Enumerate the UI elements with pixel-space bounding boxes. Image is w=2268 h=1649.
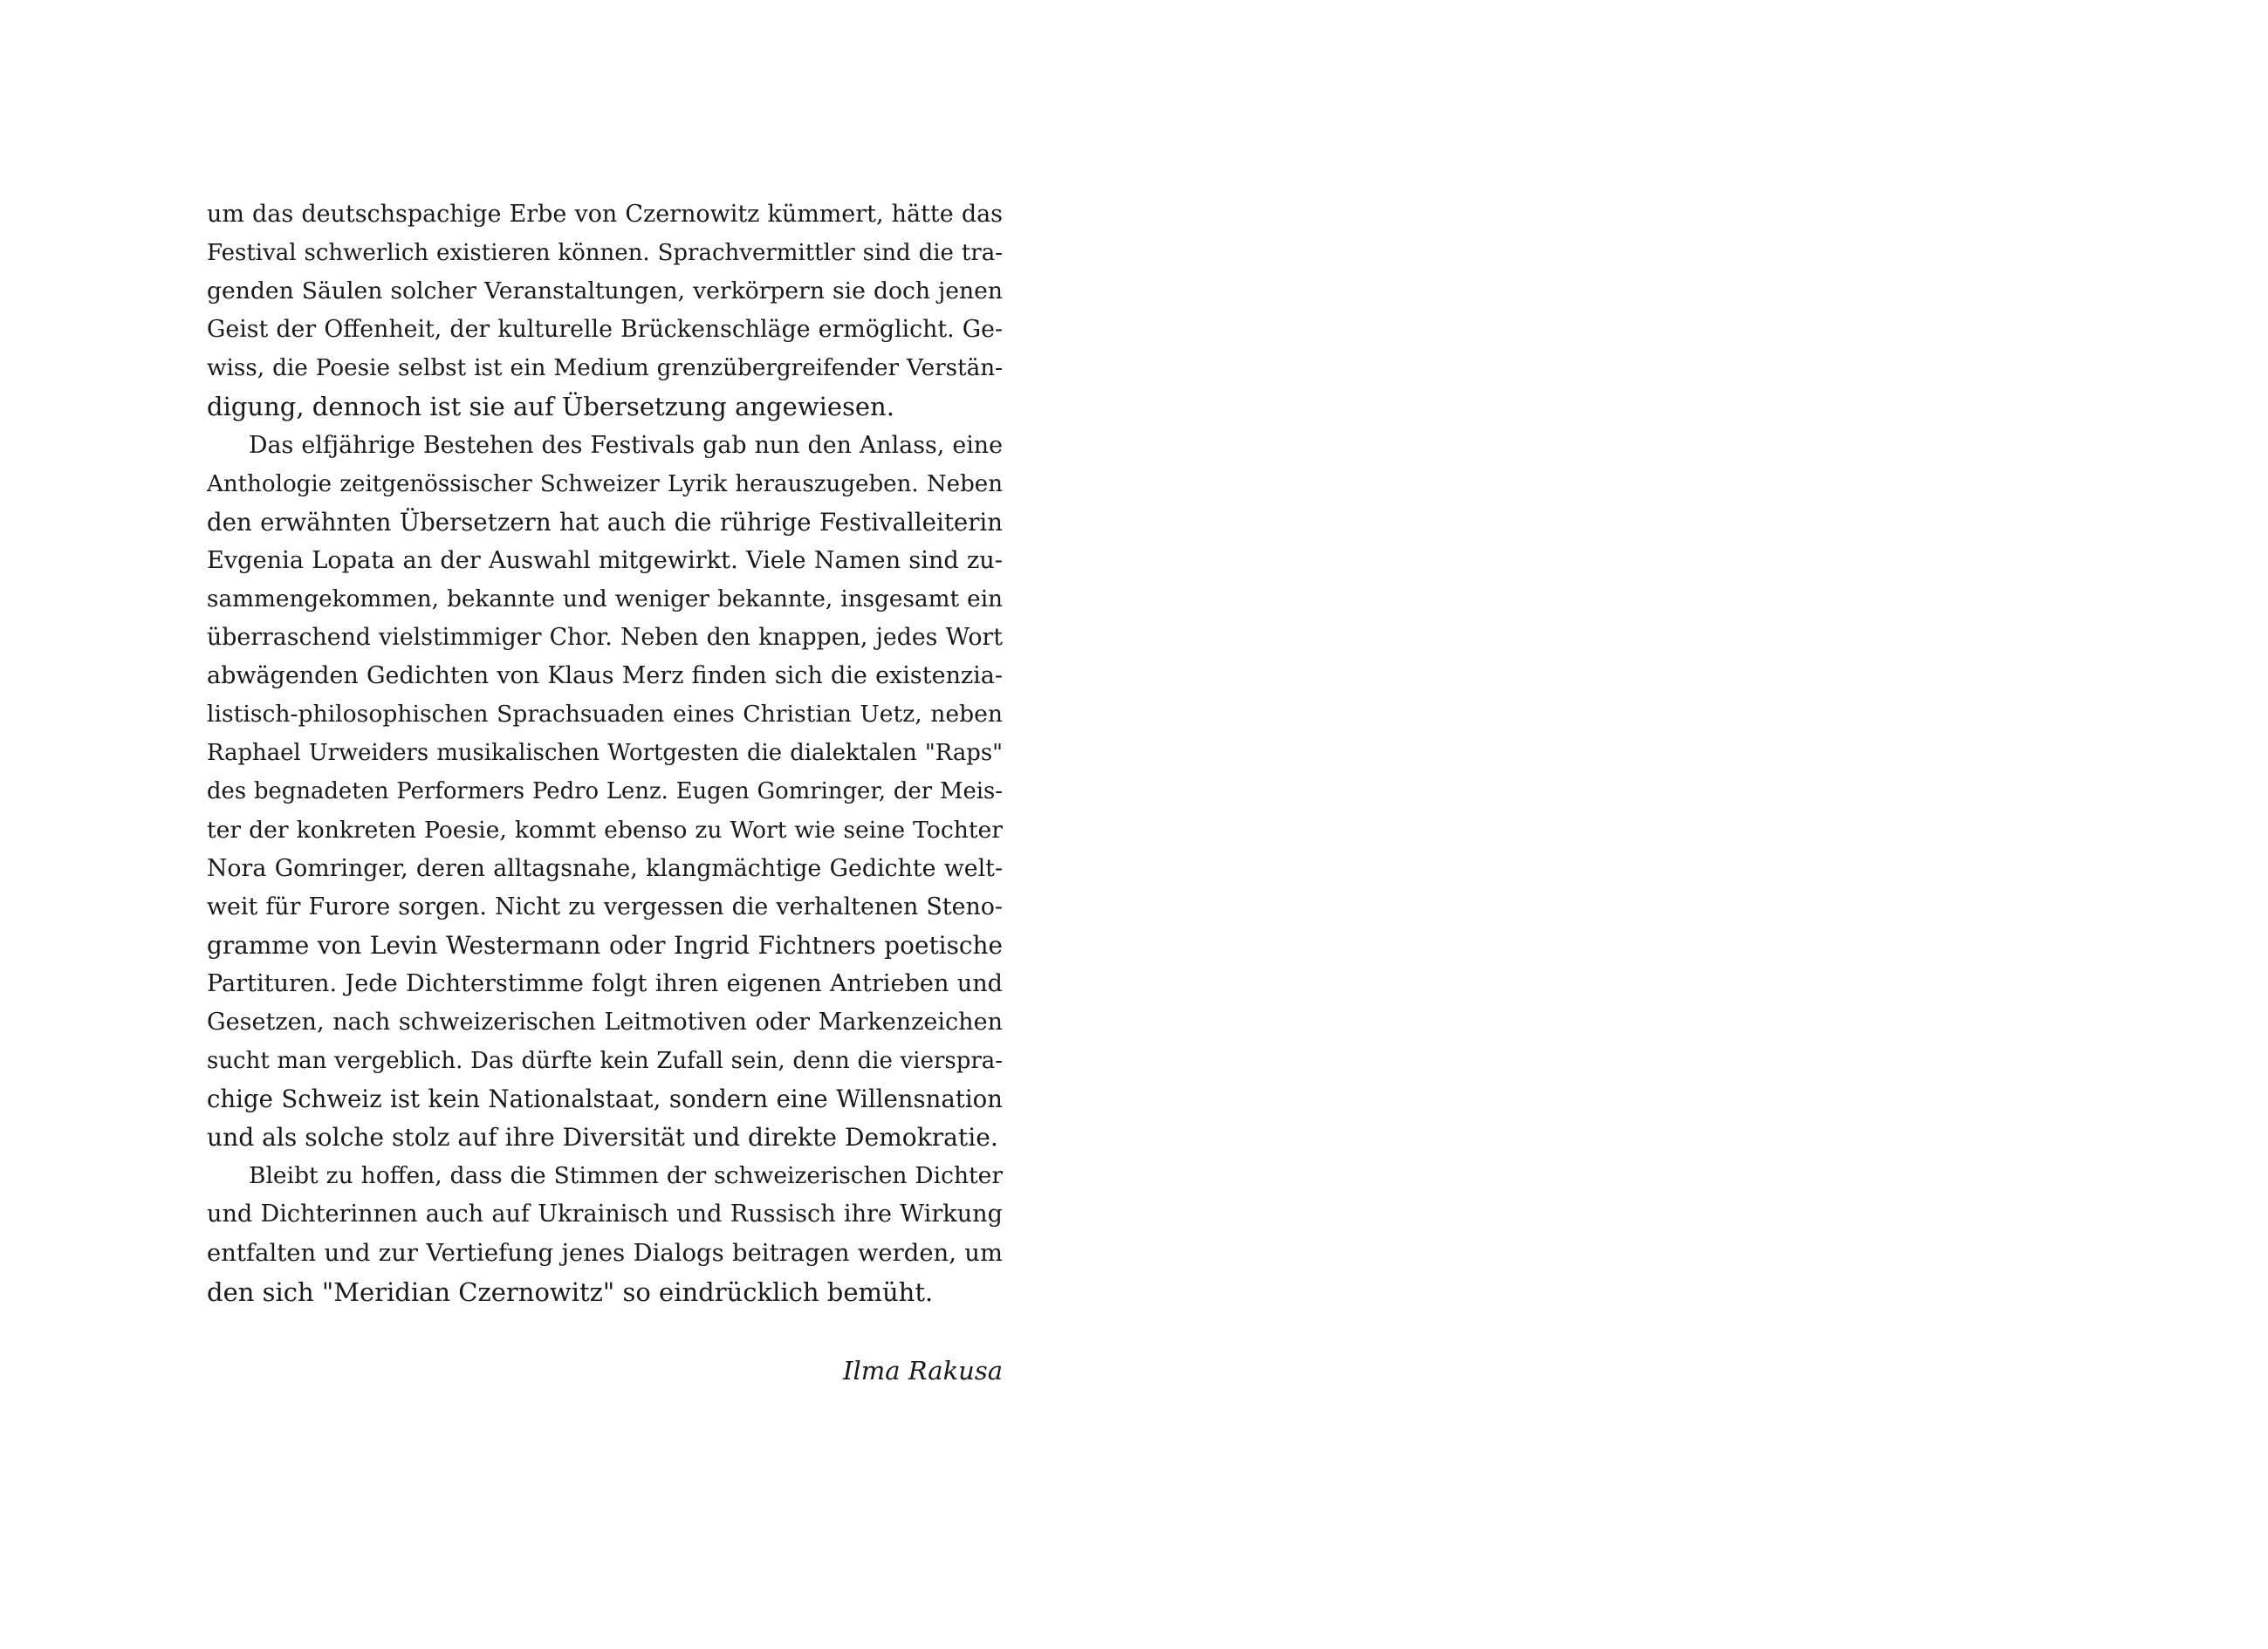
text-line: Festival schwerlich existieren können. Sprachvermittler sind die tra- — [207, 240, 1003, 267]
text-line: chige Schweiz ist kein Nationalstaat, sondern eine Willensnation — [207, 1085, 1003, 1114]
text-line: Das elfjährige Bestehen des Festivals gab nun den Anlass, eine — [249, 431, 1003, 459]
text-line: Partituren. Jede Dichterstimme folgt ihren eigenen Antrieben und — [207, 969, 1003, 997]
text-line: Bleibt zu hoffen, dass die Stimmen der schweizerischen Dichter — [249, 1162, 1003, 1190]
author-signature: Ilma Rakusa — [843, 1356, 1003, 1386]
paragraph — [207, 427, 1003, 1158]
text-line: überraschend vielstimmiger Chor. Neben den knappen, jedes Wort — [207, 624, 1003, 652]
text-line: abwägenden Gedichten von Klaus Merz finden sich die existenzia- — [207, 662, 1003, 690]
paragraph — [207, 195, 1003, 427]
text-line: des begnadeten Performers Pedro Lenz. Eugen Gomringer, der Meis- — [207, 778, 1003, 805]
text-line: Nora Gomringer, deren alltagsnahe, klangmächtige Gedichte welt- — [207, 854, 1003, 882]
text-line: und Dichterinnen auch auf Ukrainisch und Russisch ihre Wirkung — [207, 1201, 1003, 1228]
text-line: genden Säulen solcher Veranstaltungen, verkörpern sie doch jenen — [207, 277, 1003, 305]
paragraph — [207, 1157, 1003, 1310]
text-line: wiss, die Poesie selbst ist ein Medium grenzübergreifender Verstän- — [207, 355, 1003, 382]
text-line: Geist der Offenheit, der kulturelle Brückenschläge ermöglicht. Ge- — [207, 316, 1003, 344]
text-line: gramme von Levin Westermann oder Ingrid Fichtners poetische — [207, 930, 1003, 960]
text-line: Evgenia Lopata an der Auswahl mitgewirkt. Viele Namen sind zu- — [207, 546, 1003, 574]
text-line: ter der konkreten Poesie, kommt ebenso zu Wort wie seine Tochter — [207, 816, 1003, 844]
text-line: sucht man vergeblich. Das dürfte kein Zufall sein, denn die vierspra- — [207, 1048, 1003, 1075]
text-line: weit für Furore sorgen. Nicht zu vergessen die verhaltenen Steno- — [207, 893, 1003, 920]
text-line: Anthologie zeitgenössischer Schweizer Lyrik herauszugeben. Neben — [207, 470, 1003, 497]
text-line: den erwähnten Übersetzern hat auch die rührige Festivalleiterin — [207, 507, 1003, 537]
text-line: entfalten und zur Vertiefung jenes Dialogs beitragen werden, um — [207, 1239, 1003, 1267]
text-line: um das deutschspachige Erbe von Czernowitz kümmert, hätte das — [207, 201, 1003, 228]
text-line: listisch-philosophischen Sprachsuaden eines Christian Uetz, neben — [207, 701, 1003, 729]
text-line: digung, dennoch ist sie auf Übersetzung angewiesen. — [207, 392, 894, 422]
text-line: den sich "Meridian Czernowitz" so eindrücklich bemüht. — [207, 1276, 934, 1307]
text-line: und als solche stolz auf ihre Diversität und direkte Demokratie. — [207, 1123, 998, 1153]
text-line: sammengekommen, bekannte und weniger bekannte, insgesamt ein — [207, 585, 1003, 612]
text-line: Raphael Urweiders musikalischen Wortgesten die dialektalen "Raps" — [207, 740, 1003, 767]
text-line: Gesetzen, nach schweizerischen Leitmotiven oder Markenzeichen — [207, 1008, 1003, 1036]
body-text — [207, 195, 1003, 1311]
